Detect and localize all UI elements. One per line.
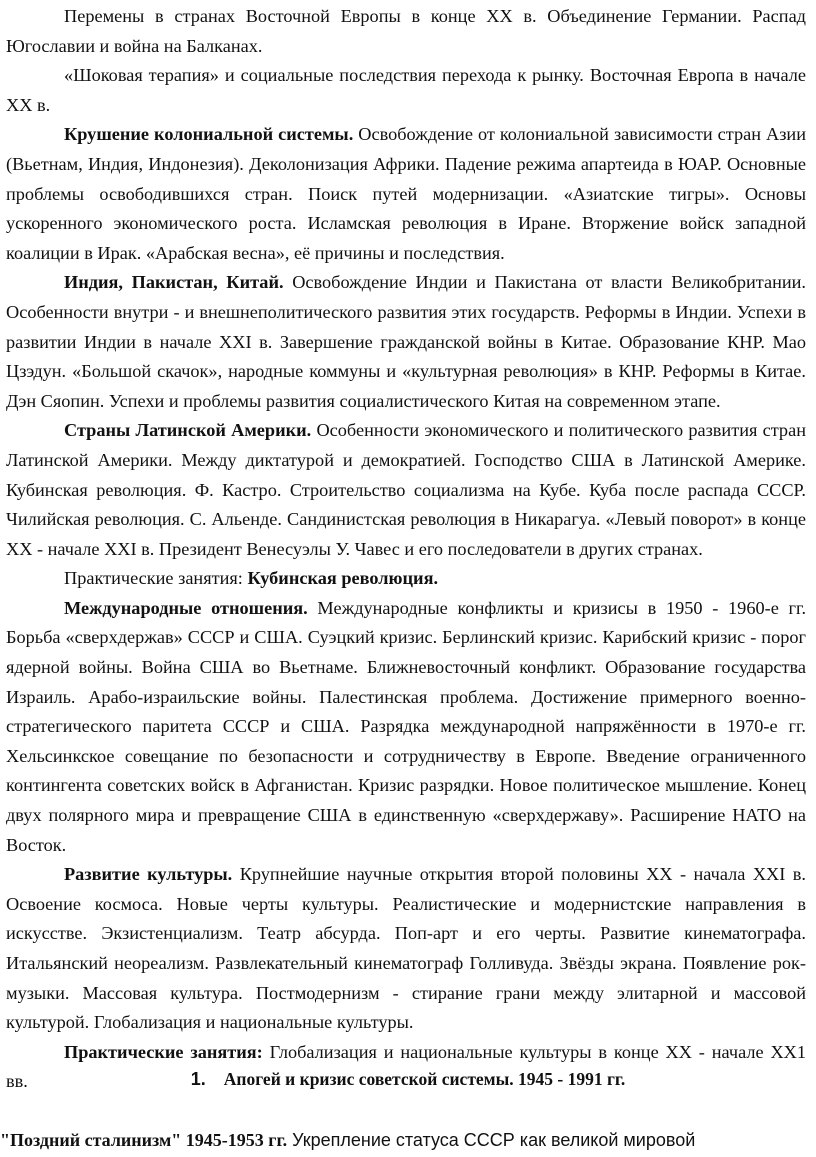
paragraph-heading: Индия, Пакистан, Китай. [64, 272, 284, 293]
paragraph-eastern-europe-changes [6, 2, 806, 61]
paragraph-text: Перемены в странах Восточной Европы в конце XX в. Объединение Германии. Распад Югославии и война на Балканах. [6, 6, 806, 56]
section-heading [0, 1064, 816, 1094]
paragraph-india-pakistan-china [6, 268, 806, 416]
paragraph-text: Освобождение от колониальной зависимости стран Азии (Вьетнам, Индия, Индонезия). Деколонизация Африки. Падение режима апартеида в ЮАР. Основные проблемы освободившихся стран. Поиск путей модернизации. «Азиатские тигры». Основы ускоренного экономического роста. Исламская революция в Иране. Вторжение войск западной коалиции в Ирак. «Арабская весна», её причины и последствия. [6, 124, 806, 263]
paragraph-heading: Страны Латинской Америки. [64, 420, 312, 441]
paragraph-heading: Международные отношения. [64, 597, 308, 618]
paragraph-prefix: Практические занятия: [64, 568, 248, 589]
late-stalinism-line [0, 1125, 816, 1155]
paragraph-colonial-collapse [6, 120, 806, 268]
paragraph-international-relations [6, 594, 806, 860]
paragraph-text: «Шоковая терапия» и социальные последствия перехода к рынку. Восточная Европа в начале XX в. [6, 65, 806, 115]
paragraph-text: Крупнейшие научные открытия второй половины XX - начала XXI в. Освоение космоса. Новые черты культуры. Реалистические и модернистские направления в искусстве. Экзистенциализм. Театр абсурда. Поп-арт и его черты. Развитие кинематографа. Итальянский неореализм. Развлекательный кинематограф Голливуда. Звёзды экрана. Появление рок-музыки. Массовая культура. Постмодернизм - стирание грани между элитарной и массовой культурой. Глобализация и национальные культуры. [6, 864, 806, 1033]
paragraph-text: Освобождение Индии и Пакистана от власти Великобритании. Особенности внутри - и внешнеполитического развития этих государств. Реформы в Индии. Успехи в развитии Индии в начале XXI в. Завершение гражданской войны в Китае. Образование КНР. Мао Цзэдун. «Большой скачок», народные коммуны и «культурная революция» в КНР. Реформы в Китае. Дэн Сяопин. Успехи и проблемы развития социалистического Китая на современном этапе. [6, 272, 806, 411]
section-title: Апогей и кризис советской системы. 1945 - 1991 гг. [223, 1069, 626, 1089]
late-stalinism-text: Укрепление статуса СССР как великой мировой [287, 1130, 696, 1150]
paragraph-text: Международные конфликты и кризисы в 1950 - 1960-е гг. Борьба «сверхдержав» СССР и США. Суэцкий кризис. Берлинский кризис. Карибский кризис - порог ядерной войны. Война США во Вьетнаме. Ближневосточный конфликт. Образование государства Израиль. Арабо-израильские войны. Палестинская проблема. Достижение примерного военно-стратегического паритета СССР и США. Разрядка международной напряжённости в 1970-е гг. Хельсинкское совещание по безопасности и сотрудничеству в Европе. Введение ограниченного контингента советских войск в Афганистан. Кризис разрядки. Новое политическое мышление. Конец двух полярного мира и превращение США в единственную «сверхдержаву». Расширение НАТО на Восток. [6, 597, 807, 855]
section-number: 1. [190, 1069, 206, 1089]
late-stalinism-heading: "Поздний сталинизм" 1945-1953 гг. [0, 1130, 288, 1150]
paragraph-culture-development [6, 860, 806, 1038]
paragraph-text: Особенности экономического и политического развития стран Латинской Америки. Между диктатурой и демократией. Господство США в Латинской Америке. Кубинская революция. Ф. Кастро. Строительство социализма на Кубе. Куба после распада СССР. Чилийская революция. С. Альенде. Сандинистская революция в Никарагуа. «Левый поворот» в конце XX - начале XXI в. Президент Венесуэлы У. Чавес и его последователи в других странах. [6, 420, 806, 559]
paragraph-heading: Практические занятия: [64, 1041, 263, 1062]
document-body [6, 2, 806, 1097]
paragraph-heading: Крушение колониальной системы. [64, 124, 354, 145]
paragraph-shock-therapy [6, 61, 806, 120]
paragraph-text: Глобализация и национальные культуры в конце XX - начале XX1 вв. [6, 1041, 806, 1092]
paragraph-practice-cuba [6, 564, 806, 594]
paragraph-heading: Кубинская революция. [247, 568, 439, 589]
paragraph-latin-america [6, 416, 806, 564]
paragraph-heading: Развитие культуры. [64, 864, 233, 885]
